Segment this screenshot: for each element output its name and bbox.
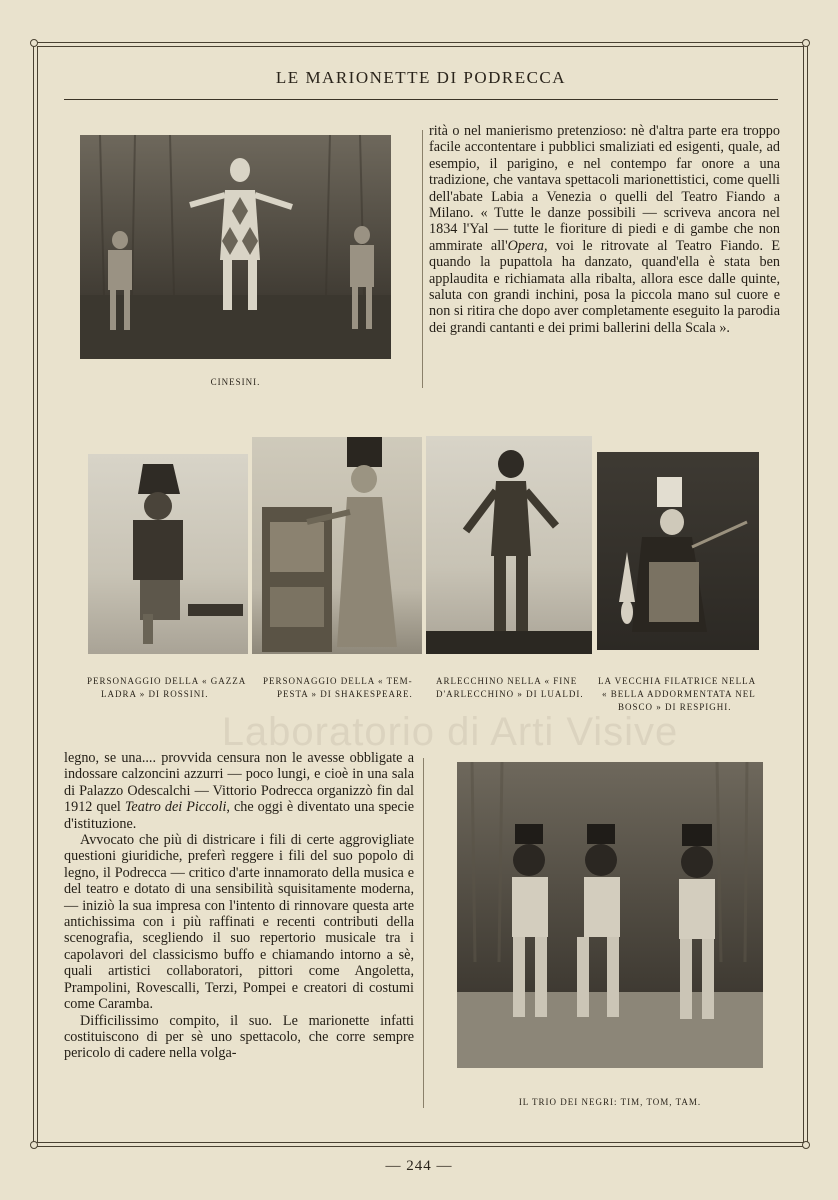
photo-gazza-ladra	[88, 454, 248, 654]
caption-line: LA VECCHIA FILATRICE NELLA	[598, 676, 757, 686]
watermark: Laboratorio di Arti Visive	[221, 710, 679, 754]
running-head: LE MARIONETTE DI PODRECCA	[275, 68, 567, 87]
page-number: — 244 —	[385, 1158, 453, 1174]
photo-cinesini	[80, 135, 391, 359]
caption-tempesta	[263, 675, 433, 701]
photo-arlecchino	[426, 436, 592, 654]
caption-line: PESTA » DI SHAKESPEARE.	[277, 689, 413, 699]
head-rule	[64, 99, 778, 100]
caption-line: « BELLA ADDORMENTATA NEL	[602, 689, 756, 699]
caption-cinesini: CINESINI.	[210, 377, 261, 387]
photo-trio-dei-negri	[457, 762, 763, 1068]
cinesini-illustration	[80, 135, 391, 359]
caption-line: ARLECCHINO NELLA « FINE	[436, 676, 578, 686]
caption-gazza-ladra	[87, 675, 257, 701]
caption-arlecchino	[436, 675, 601, 701]
caption-trio-dei-negri: IL TRIO DEI NEGRI: TIM, TOM, TAM.	[518, 1097, 702, 1107]
article-text-bottom: legno, se una.... provvida censura non le avesse obbligate a indossare calzoncini azzurri — poco lungi, e cioè in una sala di Palazzo Odescalchi — Vittorio Podrecca organizzò fin dal 1912 quel Teatro dei Piccoli, che oggi è diventato una specie d'istituzione. Avvocato che più di districare i fili di certe aggrovigliate questioni giuridiche, preferì reggere i fili del suo popolo di legno, il Podrecca — critico d'arte innamorato della musica e del teatro e dotato di una sensibilità squisitamente moderna, — iniziò la sua impresa con l'intento di rinnovare questa arte antichissima con i più raffinati e recenti contributi della scenografia, scegliendo il suo repertorio musicale tra i capolavori del classicismo buffo e chiamando intorno a sè, quali artistici collaboratori, pittori come Angoletta, Prampolini, Rovescalli, Terzi, Pompei e creatori di costumi come Caramba. Difficilissimo compito, il suo. Le marionette infatti costituiscono di per sè uno spettacolo, che corre sempre pericolo di cadere nella volga-	[64, 750, 414, 1062]
caption-line: PERSONAGGIO DELLA « GAZZA	[87, 676, 247, 686]
caption-line: PERSONAGGIO DELLA « TEM-	[263, 676, 413, 686]
caption-line: LADRA » DI ROSSINI.	[101, 689, 209, 699]
tempesta-illustration	[252, 437, 422, 654]
corner-ornament	[30, 1141, 38, 1149]
photo-tempesta	[252, 437, 422, 654]
article-text-top: rità o nel manierismo pretenzioso: nè d'altra parte era troppo facile accontentare i pubblici smaliziati ed esigenti, quale, ad esempio, il parigino, e nel contempo far onore a una tradizione, che vantava spettacoli marionettistici, come quelli dell'abate Labia a Venezia o quelli del Teatro Fiando a Milano. « Tutte le danze possibili — scriveva ancora nel 1834 l'Yal — tutte le fioriture di piedi e di gambe che non ammirate all'Opera, voi le ritrovate al Teatro Fiando. E quando la pupattola ha danzato, quand'ella è stata ben applaudita e richiamata alla ribalta, allora esce dalle quinte, saluta con grandi inchini, posa la piccola mano sul cuore e non si ritira che dopo aver completamente eseguito la parodia dei grandi cantanti e dei primi ballerini della Scala ».	[429, 123, 781, 336]
corner-ornament	[802, 39, 810, 47]
corner-ornament	[802, 1141, 810, 1149]
column-rule	[423, 758, 424, 1108]
arlecchino-illustration	[426, 436, 592, 654]
column-rule	[422, 130, 423, 388]
caption-line: BOSCO » DI RESPIGHI.	[618, 702, 732, 712]
photo-vecchia-filatrice	[597, 452, 759, 650]
caption-line: D'ARLECCHINO » DI LUALDI.	[436, 689, 584, 699]
caption-vecchia-filatrice	[598, 675, 773, 714]
gazza-ladra-illustration	[88, 454, 248, 654]
vecchia-filatrice-illustration	[597, 452, 759, 650]
trio-illustration	[457, 762, 763, 1068]
corner-ornament	[30, 39, 38, 47]
